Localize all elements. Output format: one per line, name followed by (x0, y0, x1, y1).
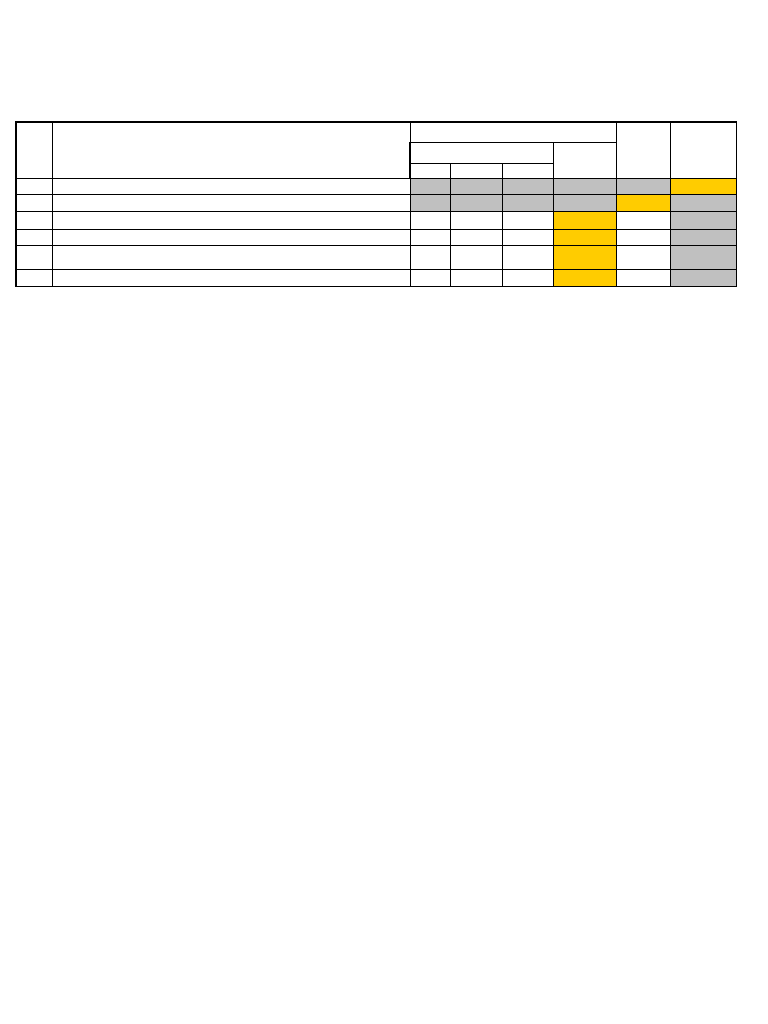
row-number (16, 195, 52, 212)
table-row (16, 230, 736, 246)
kkm-indikator-value (553, 246, 616, 270)
kkm-sk-value (670, 270, 736, 287)
kkm-indikator-value (553, 212, 616, 230)
value-k (410, 246, 450, 270)
table-row (16, 195, 736, 212)
value-dd (450, 195, 502, 212)
row-number (16, 230, 52, 246)
value-dd (450, 246, 502, 270)
row-description (52, 212, 410, 230)
value-k (410, 195, 450, 212)
row-number (16, 212, 52, 230)
row-number (16, 270, 52, 287)
table-row (16, 212, 736, 230)
meta-subject (19, 81, 173, 95)
value-dd (450, 230, 502, 246)
col-header-kkm-sk (670, 122, 736, 179)
value-dd (450, 270, 502, 287)
kkm-indikator-value (553, 230, 616, 246)
table-row (16, 270, 736, 287)
value-i (502, 246, 553, 270)
row-description (52, 230, 410, 246)
row-description (52, 246, 410, 270)
table-row (16, 179, 736, 195)
kkm-kd-value (616, 230, 670, 246)
value-i (502, 230, 553, 246)
kkm-sk-value (670, 212, 736, 230)
col-header-kriteria (410, 122, 616, 143)
row-description (52, 179, 410, 195)
table-body (16, 179, 736, 287)
kkm-sk-value (670, 179, 736, 195)
value-k (410, 179, 450, 195)
row-number (16, 179, 52, 195)
kkm-kd-value (616, 270, 670, 287)
col-header-kkm-indikator (553, 143, 616, 179)
col-header-k (410, 164, 450, 179)
value-i (502, 270, 553, 287)
kkm-kd-value (616, 212, 670, 230)
value-dd (450, 212, 502, 230)
kkm-kd-value (616, 195, 670, 212)
value-i (502, 212, 553, 230)
kkm-sk-value (670, 195, 736, 212)
col-header-sk-kd (52, 122, 410, 179)
row-description (52, 195, 410, 212)
col-header-kkm-kd (616, 122, 670, 179)
col-header-penetapan (410, 143, 553, 164)
kkm-kd-value (616, 246, 670, 270)
value-k (410, 212, 450, 230)
kkm-indikator-value (553, 195, 616, 212)
row-description (52, 270, 410, 287)
value-i (502, 195, 553, 212)
kkm-indikator-value (553, 179, 616, 195)
value-i (502, 179, 553, 195)
col-header-no (16, 122, 52, 179)
kkm-sk-value (670, 246, 736, 270)
col-header-i (502, 164, 553, 179)
value-k (410, 230, 450, 246)
value-k (410, 270, 450, 287)
kkm-table (15, 121, 737, 287)
kkm-indikator-value (553, 270, 616, 287)
row-number (16, 246, 52, 270)
table-row (16, 246, 736, 270)
kkm-sk-value (670, 230, 736, 246)
col-header-dd (450, 164, 502, 179)
meta-class (19, 100, 173, 114)
kkm-kd-value (616, 179, 670, 195)
value-dd (450, 179, 502, 195)
